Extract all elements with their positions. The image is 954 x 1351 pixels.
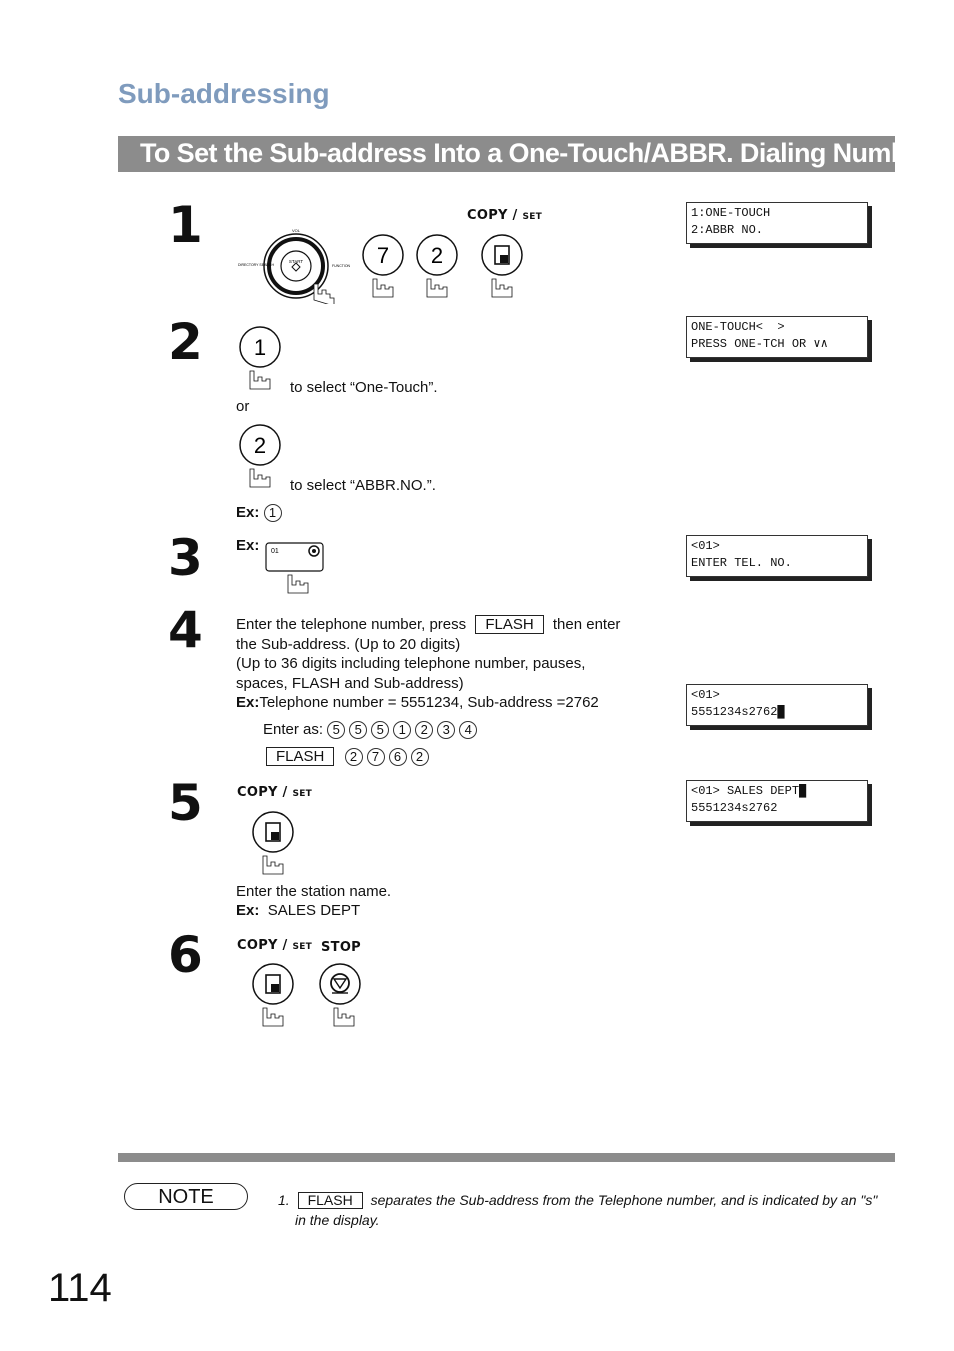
key-7-button[interactable] — [361, 233, 407, 308]
banner-title: To Set the Sub-address Into a One-Touch/ABBR. Dialing Numbers — [140, 138, 946, 168]
step-4-line-3: (Up to 36 digits including telephone number, pauses, — [236, 655, 586, 672]
section-title: Sub-addressing — [118, 78, 330, 109]
stop-label: STOP — [321, 940, 362, 955]
note-text: 1. FLASH separates the Sub-address from the Telephone number, and is indicated by an "s" in the display. — [278, 1192, 878, 1228]
flash-key: FLASH — [298, 1192, 363, 1209]
or-text: or — [236, 398, 250, 415]
svg-text:01: 01 — [271, 548, 279, 555]
enter-as-sub-row — [266, 747, 433, 767]
step-1-number: 1 — [168, 196, 203, 254]
digit-key: 4 — [459, 721, 477, 739]
digit-key: 3 — [437, 721, 455, 739]
flash-key[interactable]: FLASH — [475, 615, 543, 634]
step-4-line-2: the Sub-address. (Up to 20 digits) — [236, 636, 461, 653]
copy-set-button[interactable] — [480, 233, 526, 308]
copy-set-label: COPY / SET — [237, 785, 313, 800]
svg-text:START: START — [288, 259, 304, 264]
digit-key: 2 — [415, 721, 433, 739]
step-2-example: Ex: 1 — [236, 503, 286, 523]
step-4-example: Ex:Telephone number = 5551234, Sub-address =2762 — [236, 694, 599, 711]
step-6-number: 6 — [168, 926, 203, 984]
digit-key: 5 — [371, 721, 389, 739]
svg-text:2: 2 — [430, 243, 444, 268]
lcd-display-step-2: ONE-TOUCH< > PRESS ONE-TCH OR ∨∧ — [686, 316, 868, 358]
divider — [118, 1153, 895, 1162]
stop-button[interactable] — [318, 962, 364, 1037]
digit-key: 2 — [411, 748, 429, 766]
page-number: 114 — [48, 1266, 112, 1310]
lcd-display-step-5: <01> SALES DEPT█ 5551234s2762 — [686, 780, 868, 822]
enter-as-row: Enter as: 5 5 5 1 2 3 4 — [263, 720, 481, 740]
lcd-display-step-4: <01> 5551234s2762█ — [686, 684, 868, 726]
step-4-line-1: Enter the telephone number, press FLASH then enter — [236, 616, 621, 633]
step-2-number: 2 — [168, 313, 203, 371]
copy-set-button[interactable] — [251, 962, 297, 1037]
note-label: NOTE — [124, 1183, 248, 1210]
lcd-display-step-3: <01> ENTER TEL. NO. — [686, 535, 868, 577]
key-2-button[interactable] — [415, 233, 461, 308]
step-3-number: 3 — [168, 529, 203, 587]
step-4-number: 4 — [168, 601, 203, 659]
svg-text:DIRECTORY SEARCH: DIRECTORY SEARCH — [238, 263, 274, 267]
select-abbr-text: to select “ABBR.NO.”. — [290, 477, 436, 494]
step-5-number: 5 — [168, 774, 203, 832]
step-3-ex-label: Ex: — [236, 537, 260, 554]
step-4-line-4: spaces, FLASH and Sub-address) — [236, 675, 464, 692]
key-2-button[interactable] — [238, 423, 284, 498]
key-1-button[interactable] — [238, 325, 284, 400]
control-panel — [236, 222, 358, 309]
svg-text:2: 2 — [253, 433, 267, 458]
svg-text:7: 7 — [376, 243, 390, 268]
digit-key: 5 — [349, 721, 367, 739]
svg-text:VOL: VOL — [291, 228, 301, 233]
svg-text:FUNCTION: FUNCTION — [332, 264, 351, 268]
navigation-dial-icon — [236, 222, 358, 304]
digit-key: 6 — [389, 748, 407, 766]
banner — [118, 136, 946, 172]
lcd-display-step-1: 1:ONE-TOUCH 2:ABBR NO. — [686, 202, 868, 244]
svg-text:1: 1 — [253, 335, 267, 360]
flash-key[interactable]: FLASH — [266, 747, 334, 766]
digit-key: 5 — [327, 721, 345, 739]
digit-key: 7 — [367, 748, 385, 766]
digit-key: 2 — [345, 748, 363, 766]
digit-key: 1 — [393, 721, 411, 739]
step-5-example: Ex: SALES DEPT — [236, 902, 361, 919]
copy-set-button[interactable] — [251, 810, 297, 885]
copy-set-label: COPY / SET — [237, 938, 313, 953]
select-onetouch-text: to select “One-Touch”. — [290, 379, 438, 396]
station-name-text: Enter the station name. — [236, 883, 392, 900]
onetouch-01-button[interactable] — [264, 541, 326, 600]
copy-set-label: COPY / SET — [467, 208, 543, 223]
